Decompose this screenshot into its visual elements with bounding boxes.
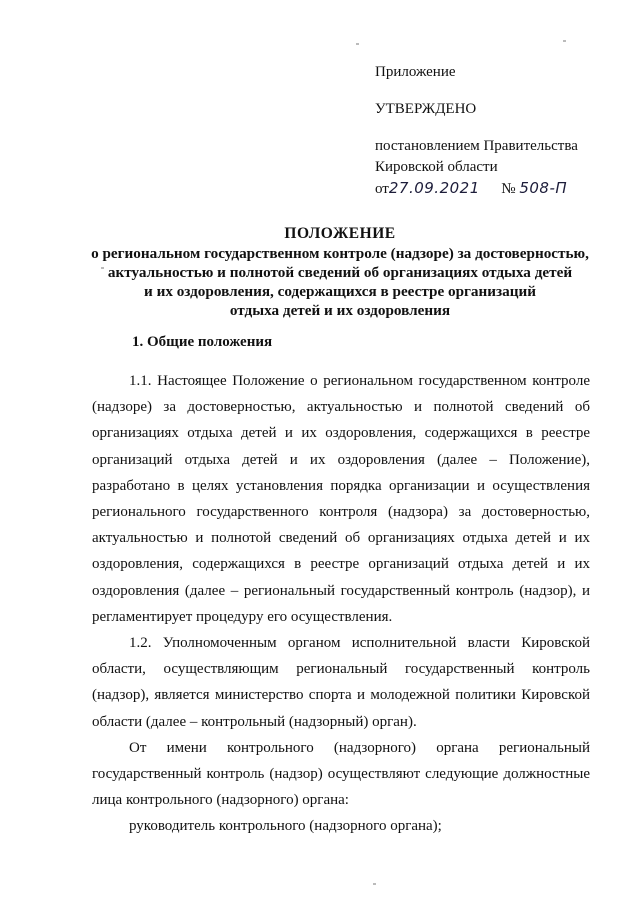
title-line: и их оздоровления, содержащихся в реестре организаций xyxy=(144,283,536,300)
date-prefix: от xyxy=(375,181,389,197)
approved-by-line2: Кировской области xyxy=(375,159,498,175)
title-line: о региональном государственном контроле (надзоре) за достоверностью, xyxy=(91,245,589,262)
scan-speck xyxy=(101,267,104,269)
title-line: актуальностью и полнотой сведений об организациях отдыха детей xyxy=(107,264,573,281)
appendix-label: Приложение xyxy=(375,64,456,80)
scan-speck xyxy=(563,40,566,42)
approved-label: УТВЕРЖДЕНО xyxy=(375,101,477,117)
handwritten-date: 27.09.2021 xyxy=(388,179,480,197)
paragraph-officials: От имени контрольного (надзорного) органа региональный государственный контроль (надзор) осуществляют следующие должностные лица контрольного (надзорного) органа: xyxy=(92,739,590,809)
paragraph-1-2: 1.2. Уполномоченным органом исполнительной власти Кировской области, осуществляющим региональный государственный контроль (надзор), является министерство спорта и молодежной политики Кировской области (далее – контрольный (надзорный) орган). xyxy=(92,635,590,730)
paragraph-1-1: 1.1. Настоящее Положение о региональном государственном контроле (надзоре) за достоверностью, актуальностью и полнотой сведений об организациях отдыха детей и их оздоровления, содержащихся в реестре организаций отдыха детей и их оздоровления (далее – Положение), разработано в целях установления порядка организации и осуществления регионального государственного контроля (надзора) за достоверностью, актуальностью и полнотой сведений об организациях отдыха детей и их оздоровления, содержащихся в реестре организаций отдыха детей и их оздоровления (далее – региональный государственный контроль (надзор), и регламентирует процедуру его осуществления. xyxy=(92,373,590,625)
section-heading: 1. Общие положения xyxy=(132,334,273,350)
document-title xyxy=(80,224,600,320)
approved-by-line1: постановлением Правительства xyxy=(375,138,578,154)
number-prefix: № xyxy=(501,181,516,197)
title-line: отдыха детей и их оздоровления xyxy=(229,302,451,319)
title-main: ПОЛОЖЕНИЕ xyxy=(284,225,396,242)
approval-block xyxy=(375,62,615,200)
scan-speck xyxy=(356,43,359,45)
document-body xyxy=(92,368,590,840)
list-item: руководитель контрольного (надзорного органа); xyxy=(129,818,442,835)
date-number-line xyxy=(375,178,615,200)
scan-speck xyxy=(373,883,376,885)
handwritten-number: 508-П xyxy=(519,179,568,197)
